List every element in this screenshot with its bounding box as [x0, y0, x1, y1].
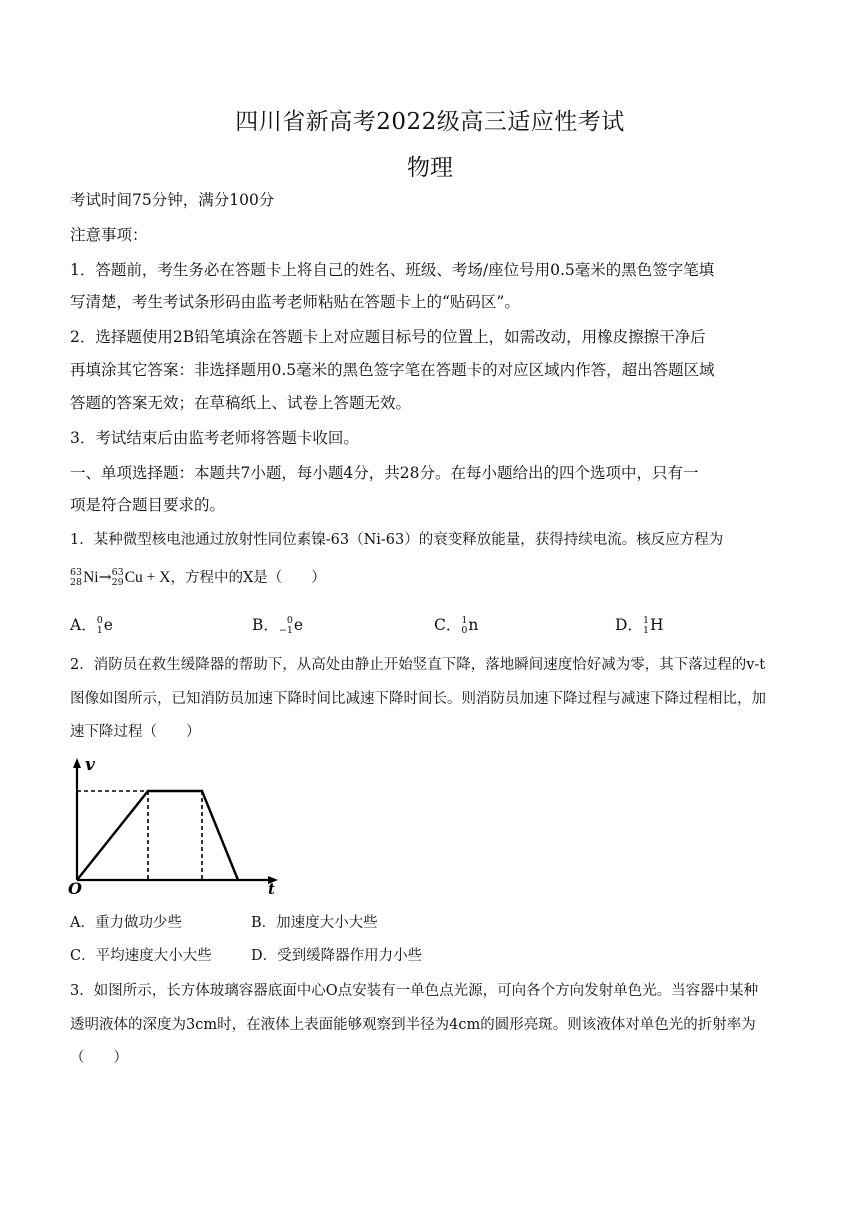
- q1-option-c: [434, 615, 478, 636]
- ni-nuclide-numbers: [70, 568, 82, 588]
- vt-graph: [68, 756, 293, 896]
- subject-title: 物理: [407, 155, 453, 181]
- ni-mass-number: 63: [70, 567, 83, 578]
- mass-number: 1: [642, 615, 649, 626]
- option-symbol: e: [103, 616, 113, 634]
- q2-option-b: B．加速度大小大些: [251, 915, 378, 931]
- note-1-line-2: 写清楚，考生考试条形码由监考老师粘贴在答题卡上的“贴码区”。: [70, 293, 520, 311]
- q1-option-d: [615, 615, 664, 636]
- q1-option-a: [70, 615, 113, 636]
- option-nuclide-numbers: [279, 616, 293, 636]
- t-axis-label: t: [268, 880, 275, 896]
- exam-title: 四川省新高考2022级高三适应性考试: [235, 109, 625, 135]
- note-2-line-2: 再填涂其它答案：非选择题用0.5毫米的黑色签字笔在答题卡的对应区域内作答，超出答题区域: [70, 361, 715, 379]
- note-2-line-1: 2．选择题使用2B铅笔填涂在答题卡上对应题目标号的位置上，如需改动，用橡皮擦擦干净后: [70, 328, 706, 346]
- mass-number: 1: [461, 615, 468, 626]
- q2-stem-line-2: 图像如图所示，已知消防员加速下降时间比减速下降时间长。则消防员加速下降过程与减速下降过程相比，加: [70, 691, 766, 707]
- option-label: A．: [70, 616, 97, 634]
- note-2-line-3: 答题的答案无效；在草稿纸上、试卷上答题无效。: [70, 394, 412, 412]
- option-nuclide-numbers: [97, 616, 103, 636]
- notes-heading: 注意事项：: [70, 226, 148, 244]
- vt-curve: [77, 791, 238, 880]
- q2-stem-line-3: 速下降过程（ ）: [70, 724, 201, 740]
- atomic-number: 0: [461, 625, 468, 636]
- v-axis-label: v: [85, 756, 95, 775]
- exam-info: 考试时间75分钟，满分100分: [70, 191, 275, 209]
- atomic-number: 1: [96, 625, 103, 636]
- q1-nuclear-equation: [70, 566, 326, 596]
- q3-stem-line-1: 3．如图所示，长方体玻璃容器底面中心O点安装有一单色点光源，可向各个方向发射单色光。当容器中某种: [70, 983, 759, 999]
- q1-stem-line-1: 1．某种微型核电池通过放射性同位素镍-63（Ni-63）的衰变释放能量，获得持续电流。核反应方程为: [70, 532, 724, 548]
- option-symbol: n: [468, 616, 479, 634]
- reaction-arrow: →: [98, 568, 112, 586]
- cu-atomic-number: 29: [111, 577, 124, 588]
- plus-x: + X: [142, 569, 171, 586]
- atomic-number: 1: [642, 625, 649, 636]
- q3-stem-line-2: 透明液体的深度为3cm时，在液体上表面能够观察到半径为4cm的圆形亮斑。则该液体对单色光的折射率为: [70, 1017, 756, 1033]
- cu-mass-number: 63: [111, 567, 124, 578]
- note-3: 3．考试结束后由监考老师将答题卡收回。: [70, 429, 359, 447]
- q1-equation-tail: ，方程中的X是（ ）: [170, 570, 326, 586]
- section-1-heading-line-1: 一、单项选择题：本题共7小题，每小题4分，共28分。在每小题给出的四个选项中，只有一: [70, 464, 699, 482]
- mass-number: 0: [96, 615, 103, 626]
- ni-symbol: Ni: [83, 569, 99, 586]
- option-nuclide-numbers: [643, 616, 649, 636]
- q2-option-c: C．平均速度大小大些: [70, 948, 212, 964]
- note-1-line-1: 1．答题前，考生务必在答题卡上将自己的姓名、班级、考场/座位号用0.5毫米的黑色签字笔填: [70, 261, 715, 279]
- option-symbol: H: [649, 616, 664, 634]
- option-label: D．: [615, 616, 643, 634]
- q1-option-b: [252, 615, 303, 636]
- option-symbol: e: [293, 616, 304, 634]
- ni-atomic-number: 28: [70, 577, 83, 588]
- q2-stem-line-1: 2．消防员在救生缓降器的帮助下，从高处由静止开始竖直下降，落地瞬间速度恰好减为零，其下落过程的v-t: [70, 657, 766, 673]
- mass-number: 0: [286, 615, 293, 626]
- q3-stem-line-3: （ ）: [70, 1050, 128, 1066]
- q2-option-a: A．重力做功少些: [70, 915, 182, 931]
- section-1-heading-line-2: 项是符合题目要求的。: [70, 496, 226, 514]
- origin-label: O: [68, 879, 82, 896]
- cu-symbol: Cu: [124, 569, 143, 586]
- cu-nuclide-numbers: [112, 568, 124, 588]
- q2-option-d: D．受到缓降器作用力小些: [251, 948, 423, 964]
- option-label: C．: [434, 616, 462, 634]
- v-axis-arrow: [73, 758, 81, 768]
- option-label: B．: [252, 616, 279, 634]
- atomic-number: −1: [278, 625, 293, 636]
- option-nuclide-numbers: [461, 616, 467, 636]
